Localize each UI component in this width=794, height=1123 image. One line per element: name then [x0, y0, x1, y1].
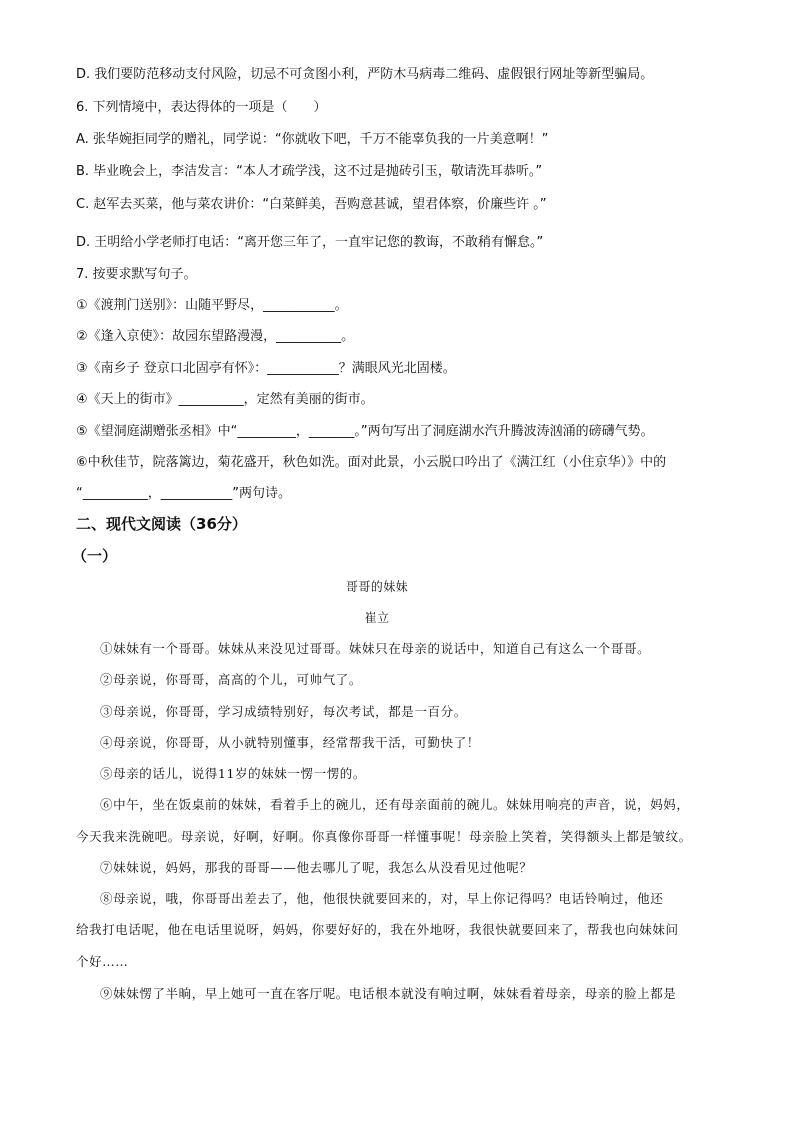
story-paragraph-4: ④母亲说，你哥哥，从小就特别懂事，经常帮我干活，可勤快了！	[100, 735, 480, 750]
story-paragraph-7: ⑦妹妹说，妈妈，那我的哥哥——他去哪儿了呢，我怎么从没看见过他呢？	[100, 860, 533, 875]
section-title: 二、现代文阅读（36分）	[76, 515, 247, 533]
question-6-option-d: D. 王明给小学老师打电话：“离开您三年了，一直牢记您的教诲，不敢稍有懈怠。”	[76, 235, 544, 250]
question-6-option-a: A. 张华婉拒同学的赠礼，同学说：“你就收下吧，千万不能辜负我的一片美意啊！”	[76, 132, 549, 147]
question-7-item-3: ③《南乡子 登京口北固亭有怀》：___________？满眼风光北固楼。	[76, 361, 456, 376]
question-7-item-5: ⑤《望洞庭湖赠张丞相》中“_________，_______。”两句写出了洞庭湖水汽升腾波涛汹涌的磅礴气势。	[76, 424, 654, 439]
question-6-option-b: B. 毕业晚会上，李洁发言：“本人才疏学浅，这不过是抛砖引玉，敬请洗耳恭听。”	[76, 164, 543, 179]
question-7-item-6-line-1: ⑥中秋佳节，院落篱边，菊花盛开，秋色如洗。面对此景，小云脱口吟出了《满江红（小住京华）》中的	[76, 455, 667, 470]
section-part: （一）	[72, 547, 118, 565]
question-7-item-4: ④《天上的街市》__________，定然有美丽的街市。	[76, 392, 374, 407]
question-7-item-6-line-2: “__________，___________”两句诗。	[76, 486, 291, 501]
story-author: 崔立	[364, 610, 390, 625]
question-7-item-1: ①《渡荆门送别》：山随平野尽，___________。	[76, 298, 348, 313]
story-paragraph-5: ⑤母亲的话儿，说得11岁的妹妹一愣一愣的。	[100, 766, 367, 781]
story-paragraph-6-line-2: 今天我来洗碗吧。母亲说，好啊，好啊。你真像你哥哥一样懂事呢！母亲脸上笑着，笑得额头上都是皱纹。	[76, 829, 692, 844]
question-6-option-c: C. 赵军去买菜，他与菜农讲价：“白菜鲜美，吾购意甚诚，望君体察，价廉些许 。”	[76, 197, 547, 212]
question-7-item-2: ②《逢入京使》：故园东望路漫漫，__________。	[76, 329, 355, 344]
question-5-option-d: D. 我们要防范移动支付风险，切忌不可贪图小利，严防木马病毒二维码、虚假银行网址等新型骗局。	[76, 67, 654, 82]
question-7-stem: 7. 按要求默写句子。	[76, 267, 197, 282]
story-title: 哥哥的妹妹	[346, 579, 409, 594]
story-paragraph-3: ③母亲说，你哥哥，学习成绩特别好，每次考试，都是一百分。	[100, 704, 467, 719]
story-paragraph-8-line-2: 给我打电话呢，他在电话里说呀，妈妈，你要好好的，我在外地呀，我很快就要回来了，帮我也向妹妹问	[76, 922, 679, 937]
story-paragraph-2: ②母亲说，你哥哥，高高的个儿，可帅气了。	[100, 672, 363, 687]
story-paragraph-6-line-1: ⑥中午，坐在饭桌前的妹妹，看着手上的碗儿，还有母亲面前的碗儿。妹妹用响亮的声音，说，妈妈，	[100, 797, 690, 812]
story-paragraph-8-line-3: 个好……	[76, 954, 129, 969]
question-6-stem: 6. 下列情境中，表达得体的一项是（ ）	[76, 100, 327, 115]
story-paragraph-9: ⑨妹妹愣了半晌，早上她可一直在客厅呢。电话根本就没有响过啊，妹妹看着母亲，母亲的脸上都是	[100, 986, 677, 1001]
story-paragraph-8-line-1: ⑧母亲说，哦，你哥哥出差去了，他，他很快就要回来的，对，早上你记得吗？电话铃响过，他还	[100, 891, 664, 906]
story-paragraph-1: ①妹妹有一个哥哥。妹妹从来没见过哥哥。妹妹只在母亲的说话中，知道自己有这么一个哥哥。	[100, 641, 651, 656]
